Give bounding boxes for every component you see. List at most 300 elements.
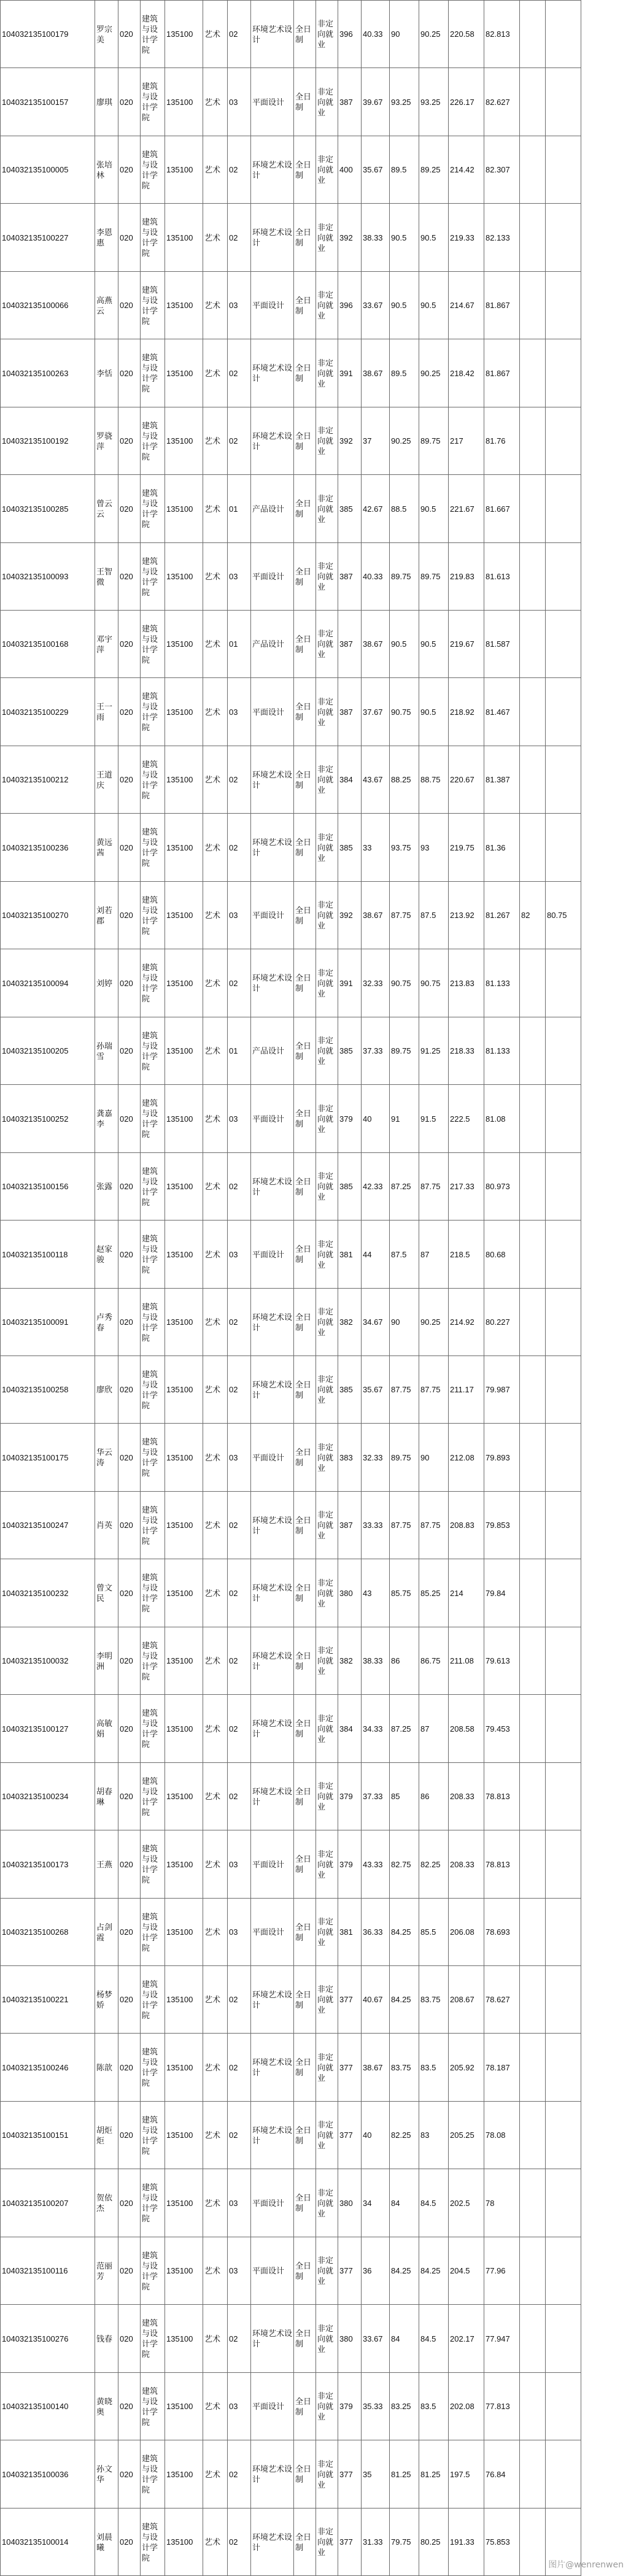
candidate-id-cell: 104032135100212 xyxy=(1,746,95,814)
direction-code-cell: 03 xyxy=(228,2169,251,2237)
study-mode-cell: 全日制 xyxy=(294,204,316,272)
candidate-name-cell: 肖英 xyxy=(95,1492,118,1559)
extra-score-b-cell xyxy=(546,543,581,611)
major-name-cell: 艺术 xyxy=(203,882,228,949)
score-c-cell: 85.25 xyxy=(419,1559,449,1627)
score-a-cell: 34.67 xyxy=(362,1289,390,1356)
major-name-cell: 艺术 xyxy=(203,1492,228,1559)
extra-score-b-cell xyxy=(546,949,581,1017)
major-code-cell: 135100 xyxy=(165,2373,203,2440)
candidate-name-cell: 刘婷 xyxy=(95,949,118,1017)
score-b-cell: 87.75 xyxy=(390,882,419,949)
study-mode-cell: 全日制 xyxy=(294,746,316,814)
retest-total-cell: 211.08 xyxy=(449,1627,484,1695)
direction-code-cell: 02 xyxy=(228,1763,251,1830)
study-mode-cell: 全日制 xyxy=(294,475,316,543)
candidate-name-cell: 曾文民 xyxy=(95,1559,118,1627)
employment-type-cell: 非定向就业 xyxy=(316,1424,338,1492)
major-name-cell: 艺术 xyxy=(203,2440,228,2509)
score-b-cell: 84 xyxy=(390,2169,419,2237)
extra-score-a-cell xyxy=(520,746,546,814)
study-mode-cell: 全日制 xyxy=(294,1221,316,1289)
employment-type-cell: 非定向就业 xyxy=(316,1627,338,1695)
final-score-cell: 81.467 xyxy=(484,678,520,746)
major-name-cell: 艺术 xyxy=(203,543,228,611)
candidate-name-cell: 胡春琳 xyxy=(95,1763,118,1830)
score-b-cell: 89.5 xyxy=(390,136,419,204)
table-row xyxy=(1,1763,581,1830)
direction-name-cell: 环境艺术设计 xyxy=(251,2509,294,2576)
final-score-cell: 77.947 xyxy=(484,2305,520,2373)
extra-score-b-cell xyxy=(546,1289,581,1356)
direction-code-cell: 02 xyxy=(228,136,251,204)
direction-code-cell: 02 xyxy=(228,339,251,407)
college-name-cell: 建筑与设计学院 xyxy=(141,1627,165,1695)
final-score-cell: 75.853 xyxy=(484,2509,520,2576)
score-a-cell: 37.33 xyxy=(362,1763,390,1830)
score-c-cell: 89.25 xyxy=(419,136,449,204)
college-name-cell: 建筑与设计学院 xyxy=(141,1,165,68)
major-code-cell: 135100 xyxy=(165,814,203,882)
score-c-cell: 90.5 xyxy=(419,475,449,543)
final-score-cell: 79.893 xyxy=(484,1424,520,1492)
final-score-cell: 80.227 xyxy=(484,1289,520,1356)
score-c-cell: 90.5 xyxy=(419,272,449,339)
study-mode-cell: 全日制 xyxy=(294,2509,316,2576)
college-name-cell: 建筑与设计学院 xyxy=(141,2169,165,2237)
score-c-cell: 86.75 xyxy=(419,1627,449,1695)
direction-name-cell: 环境艺术设计 xyxy=(251,204,294,272)
final-score-cell: 81.133 xyxy=(484,1017,520,1085)
candidate-id-cell: 104032135100252 xyxy=(1,1085,95,1153)
initial-score-cell: 379 xyxy=(338,1085,362,1153)
candidate-id-cell: 104032135100173 xyxy=(1,1830,95,1899)
extra-score-b-cell xyxy=(546,2305,581,2373)
candidate-id-cell: 104032135100236 xyxy=(1,814,95,882)
major-name-cell: 艺术 xyxy=(203,1153,228,1221)
college-name-cell: 建筑与设计学院 xyxy=(141,1966,165,2034)
direction-code-cell: 02 xyxy=(228,2509,251,2576)
initial-score-cell: 377 xyxy=(338,2440,362,2509)
extra-score-b-cell xyxy=(546,1153,581,1221)
initial-score-cell: 377 xyxy=(338,2509,362,2576)
employment-type-cell: 非定向就业 xyxy=(316,272,338,339)
major-name-cell: 艺术 xyxy=(203,136,228,204)
candidate-id-cell: 104032135100258 xyxy=(1,1356,95,1424)
college-name-cell: 建筑与设计学院 xyxy=(141,1289,165,1356)
score-c-cell: 87.5 xyxy=(419,882,449,949)
extra-score-b-cell xyxy=(546,814,581,882)
candidate-name-cell: 杨梦娇 xyxy=(95,1966,118,2034)
score-a-cell: 33.33 xyxy=(362,1492,390,1559)
initial-score-cell: 400 xyxy=(338,136,362,204)
college-code-cell: 020 xyxy=(118,136,141,204)
extra-score-a-cell xyxy=(520,2237,546,2305)
direction-name-cell: 产品设计 xyxy=(251,475,294,543)
score-a-cell: 31.33 xyxy=(362,2509,390,2576)
employment-type-cell: 非定向就业 xyxy=(316,2169,338,2237)
extra-score-a-cell xyxy=(520,2509,546,2576)
table-row xyxy=(1,2034,581,2102)
extra-score-b-cell xyxy=(546,1966,581,2034)
initial-score-cell: 385 xyxy=(338,475,362,543)
major-name-cell: 艺术 xyxy=(203,1017,228,1085)
major-name-cell: 艺术 xyxy=(203,814,228,882)
retest-total-cell: 212.08 xyxy=(449,1424,484,1492)
extra-score-a-cell xyxy=(520,339,546,407)
college-code-cell: 020 xyxy=(118,882,141,949)
candidate-name-cell: 高敏娟 xyxy=(95,1695,118,1763)
score-c-cell: 87.75 xyxy=(419,1153,449,1221)
initial-score-cell: 396 xyxy=(338,272,362,339)
study-mode-cell: 全日制 xyxy=(294,272,316,339)
final-score-cell: 78.813 xyxy=(484,1830,520,1899)
study-mode-cell: 全日制 xyxy=(294,1289,316,1356)
extra-score-b-cell xyxy=(546,2440,581,2509)
candidate-name-cell: 孙文华 xyxy=(95,2440,118,2509)
score-b-cell: 90 xyxy=(390,1289,419,1356)
major-code-cell: 135100 xyxy=(165,1424,203,1492)
retest-total-cell: 222.5 xyxy=(449,1085,484,1153)
score-b-cell: 85.75 xyxy=(390,1559,419,1627)
table-row xyxy=(1,1085,581,1153)
score-a-cell: 37 xyxy=(362,407,390,475)
final-score-cell: 80.68 xyxy=(484,1221,520,1289)
retest-total-cell: 208.33 xyxy=(449,1763,484,1830)
study-mode-cell: 全日制 xyxy=(294,136,316,204)
score-b-cell: 81.25 xyxy=(390,2440,419,2509)
retest-total-cell: 205.92 xyxy=(449,2034,484,2102)
initial-score-cell: 391 xyxy=(338,949,362,1017)
score-b-cell: 93.25 xyxy=(390,68,419,136)
employment-type-cell: 非定向就业 xyxy=(316,1966,338,2034)
score-c-cell: 83.5 xyxy=(419,2034,449,2102)
employment-type-cell: 非定向就业 xyxy=(316,1559,338,1627)
major-code-cell: 135100 xyxy=(165,2237,203,2305)
initial-score-cell: 379 xyxy=(338,1763,362,1830)
extra-score-b-cell xyxy=(546,1627,581,1695)
extra-score-a-cell xyxy=(520,1221,546,1289)
score-a-cell: 35.67 xyxy=(362,1356,390,1424)
major-name-cell: 艺术 xyxy=(203,1356,228,1424)
major-name-cell: 艺术 xyxy=(203,1424,228,1492)
candidate-name-cell: 张培林 xyxy=(95,136,118,204)
final-score-cell: 79.987 xyxy=(484,1356,520,1424)
extra-score-b-cell xyxy=(546,475,581,543)
extra-score-a-cell xyxy=(520,1085,546,1153)
direction-name-cell: 平面设计 xyxy=(251,882,294,949)
table-row xyxy=(1,136,581,204)
extra-score-a-cell xyxy=(520,1966,546,2034)
score-c-cell: 88.75 xyxy=(419,746,449,814)
college-code-cell: 020 xyxy=(118,475,141,543)
retest-total-cell: 202.08 xyxy=(449,2373,484,2440)
retest-total-cell: 208.33 xyxy=(449,1830,484,1899)
major-code-cell: 135100 xyxy=(165,68,203,136)
extra-score-b-cell xyxy=(546,1695,581,1763)
score-b-cell: 79.75 xyxy=(390,2509,419,2576)
retest-total-cell: 218.5 xyxy=(449,1221,484,1289)
candidate-name-cell: 李明洲 xyxy=(95,1627,118,1695)
table-row xyxy=(1,1153,581,1221)
major-name-cell: 艺术 xyxy=(203,2237,228,2305)
direction-code-cell: 02 xyxy=(228,746,251,814)
table-row xyxy=(1,1830,581,1899)
initial-score-cell: 387 xyxy=(338,678,362,746)
score-a-cell: 43.67 xyxy=(362,746,390,814)
major-code-cell: 135100 xyxy=(165,1289,203,1356)
college-code-cell: 020 xyxy=(118,2034,141,2102)
college-name-cell: 建筑与设计学院 xyxy=(141,136,165,204)
direction-name-cell: 平面设计 xyxy=(251,68,294,136)
initial-score-cell: 392 xyxy=(338,407,362,475)
retest-total-cell: 220.67 xyxy=(449,746,484,814)
retest-total-cell: 218.42 xyxy=(449,339,484,407)
candidate-name-cell: 孙瑞雪 xyxy=(95,1017,118,1085)
score-a-cell: 37.67 xyxy=(362,678,390,746)
score-a-cell: 40 xyxy=(362,1085,390,1153)
extra-score-a-cell xyxy=(520,1899,546,1966)
study-mode-cell: 全日制 xyxy=(294,1695,316,1763)
extra-score-a-cell xyxy=(520,272,546,339)
major-name-cell: 艺术 xyxy=(203,1,228,68)
initial-score-cell: 380 xyxy=(338,2169,362,2237)
candidate-id-cell: 104032135100093 xyxy=(1,543,95,611)
direction-code-cell: 03 xyxy=(228,882,251,949)
retest-total-cell: 218.92 xyxy=(449,678,484,746)
initial-score-cell: 382 xyxy=(338,1627,362,1695)
employment-type-cell: 非定向就业 xyxy=(316,678,338,746)
score-c-cell: 87 xyxy=(419,1695,449,1763)
final-score-cell: 81.08 xyxy=(484,1085,520,1153)
candidate-name-cell: 钱春 xyxy=(95,2305,118,2373)
major-code-cell: 135100 xyxy=(165,1899,203,1966)
extra-score-a-cell xyxy=(520,136,546,204)
score-c-cell: 87.75 xyxy=(419,1492,449,1559)
candidate-id-cell: 104032135100168 xyxy=(1,611,95,678)
major-name-cell: 艺术 xyxy=(203,1221,228,1289)
extra-score-a-cell xyxy=(520,1,546,68)
college-name-cell: 建筑与设计学院 xyxy=(141,407,165,475)
table-row xyxy=(1,1627,581,1695)
candidate-name-cell: 廖琪 xyxy=(95,68,118,136)
extra-score-a-cell xyxy=(520,1763,546,1830)
final-score-cell: 81.387 xyxy=(484,746,520,814)
candidate-id-cell: 104032135100014 xyxy=(1,2509,95,2576)
college-code-cell: 020 xyxy=(118,2373,141,2440)
score-a-cell: 35.67 xyxy=(362,136,390,204)
initial-score-cell: 387 xyxy=(338,68,362,136)
study-mode-cell: 全日制 xyxy=(294,1492,316,1559)
direction-code-cell: 03 xyxy=(228,272,251,339)
table-row xyxy=(1,2169,581,2237)
score-a-cell: 43 xyxy=(362,1559,390,1627)
extra-score-a-cell xyxy=(520,949,546,1017)
score-c-cell: 91.5 xyxy=(419,1085,449,1153)
extra-score-a-cell xyxy=(520,407,546,475)
major-code-cell: 135100 xyxy=(165,204,203,272)
score-b-cell: 85 xyxy=(390,1763,419,1830)
college-name-cell: 建筑与设计学院 xyxy=(141,543,165,611)
major-code-cell: 135100 xyxy=(165,611,203,678)
extra-score-a-cell xyxy=(520,814,546,882)
candidate-name-cell: 张露 xyxy=(95,1153,118,1221)
initial-score-cell: 391 xyxy=(338,339,362,407)
college-name-cell: 建筑与设计学院 xyxy=(141,2102,165,2169)
college-code-cell: 020 xyxy=(118,1356,141,1424)
score-c-cell: 82.25 xyxy=(419,1830,449,1899)
college-name-cell: 建筑与设计学院 xyxy=(141,272,165,339)
initial-score-cell: 385 xyxy=(338,1017,362,1085)
major-code-cell: 135100 xyxy=(165,1153,203,1221)
score-c-cell: 91.25 xyxy=(419,1017,449,1085)
direction-name-cell: 平面设计 xyxy=(251,1221,294,1289)
extra-score-a-cell xyxy=(520,2034,546,2102)
candidate-name-cell: 卢秀春 xyxy=(95,1289,118,1356)
final-score-cell: 81.667 xyxy=(484,475,520,543)
candidate-id-cell: 104032135100066 xyxy=(1,272,95,339)
college-code-cell: 020 xyxy=(118,678,141,746)
direction-name-cell: 环境艺术设计 xyxy=(251,1627,294,1695)
table-row xyxy=(1,2440,581,2509)
major-code-cell: 135100 xyxy=(165,882,203,949)
college-name-cell: 建筑与设计学院 xyxy=(141,1356,165,1424)
table-row xyxy=(1,1695,581,1763)
final-score-cell: 81.867 xyxy=(484,272,520,339)
candidate-id-cell: 104032135100285 xyxy=(1,475,95,543)
candidate-name-cell: 胡炬炬 xyxy=(95,2102,118,2169)
final-score-cell: 81.36 xyxy=(484,814,520,882)
candidate-id-cell: 104032135100179 xyxy=(1,1,95,68)
candidate-id-cell: 104032135100221 xyxy=(1,1966,95,2034)
score-a-cell: 32.33 xyxy=(362,1424,390,1492)
employment-type-cell: 非定向就业 xyxy=(316,949,338,1017)
direction-code-cell: 01 xyxy=(228,475,251,543)
college-name-cell: 建筑与设计学院 xyxy=(141,475,165,543)
score-a-cell: 35 xyxy=(362,2440,390,2509)
major-name-cell: 艺术 xyxy=(203,2305,228,2373)
direction-code-cell: 03 xyxy=(228,1085,251,1153)
direction-code-cell: 02 xyxy=(228,1966,251,2034)
direction-name-cell: 环境艺术设计 xyxy=(251,2305,294,2373)
employment-type-cell: 非定向就业 xyxy=(316,1356,338,1424)
initial-score-cell: 392 xyxy=(338,204,362,272)
extra-score-a-cell xyxy=(520,2169,546,2237)
extra-score-a-cell xyxy=(520,1153,546,1221)
score-a-cell: 40.67 xyxy=(362,1966,390,2034)
major-code-cell: 135100 xyxy=(165,339,203,407)
initial-score-cell: 385 xyxy=(338,1356,362,1424)
score-a-cell: 32.33 xyxy=(362,949,390,1017)
study-mode-cell: 全日制 xyxy=(294,2169,316,2237)
major-name-cell: 艺术 xyxy=(203,1627,228,1695)
table-row xyxy=(1,611,581,678)
score-a-cell: 38.33 xyxy=(362,204,390,272)
employment-type-cell: 非定向就业 xyxy=(316,746,338,814)
major-code-cell: 135100 xyxy=(165,475,203,543)
extra-score-b-cell xyxy=(546,339,581,407)
employment-type-cell: 非定向就业 xyxy=(316,407,338,475)
major-name-cell: 艺术 xyxy=(203,1966,228,2034)
score-b-cell: 82.75 xyxy=(390,1830,419,1899)
major-name-cell: 艺术 xyxy=(203,407,228,475)
employment-type-cell: 非定向就业 xyxy=(316,882,338,949)
extra-score-b-cell xyxy=(546,1559,581,1627)
initial-score-cell: 387 xyxy=(338,1492,362,1559)
employment-type-cell: 非定向就业 xyxy=(316,543,338,611)
direction-name-cell: 平面设计 xyxy=(251,2169,294,2237)
extra-score-b-cell xyxy=(546,1085,581,1153)
major-name-cell: 艺术 xyxy=(203,204,228,272)
study-mode-cell: 全日制 xyxy=(294,1153,316,1221)
major-code-cell: 135100 xyxy=(165,1966,203,2034)
college-code-cell: 020 xyxy=(118,949,141,1017)
extra-score-a-cell xyxy=(520,611,546,678)
candidate-name-cell: 刘若郡 xyxy=(95,882,118,949)
score-b-cell: 89.75 xyxy=(390,1424,419,1492)
final-score-cell: 78.813 xyxy=(484,1763,520,1830)
score-a-cell: 44 xyxy=(362,1221,390,1289)
initial-score-cell: 379 xyxy=(338,2373,362,2440)
table-row xyxy=(1,814,581,882)
candidate-id-cell: 104032135100127 xyxy=(1,1695,95,1763)
retest-total-cell: 219.33 xyxy=(449,204,484,272)
college-code-cell: 020 xyxy=(118,746,141,814)
study-mode-cell: 全日制 xyxy=(294,1966,316,2034)
employment-type-cell: 非定向就业 xyxy=(316,1695,338,1763)
college-name-cell: 建筑与设计学院 xyxy=(141,1017,165,1085)
retest-total-cell: 211.17 xyxy=(449,1356,484,1424)
college-code-cell: 020 xyxy=(118,1966,141,2034)
direction-name-cell: 环境艺术设计 xyxy=(251,136,294,204)
major-name-cell: 艺术 xyxy=(203,2102,228,2169)
extra-score-a-cell xyxy=(520,68,546,136)
candidate-id-cell: 104032135100156 xyxy=(1,1153,95,1221)
table-row xyxy=(1,1424,581,1492)
college-code-cell: 020 xyxy=(118,2440,141,2509)
extra-score-a-cell xyxy=(520,1492,546,1559)
employment-type-cell: 非定向就业 xyxy=(316,1085,338,1153)
score-b-cell: 90.5 xyxy=(390,611,419,678)
score-c-cell: 90.25 xyxy=(419,339,449,407)
table-row xyxy=(1,407,581,475)
extra-score-a-cell xyxy=(520,678,546,746)
extra-score-b-cell xyxy=(546,68,581,136)
score-b-cell: 90.5 xyxy=(390,204,419,272)
college-name-cell: 建筑与设计学院 xyxy=(141,2237,165,2305)
initial-score-cell: 382 xyxy=(338,1289,362,1356)
score-a-cell: 33.67 xyxy=(362,2305,390,2373)
score-b-cell: 90.75 xyxy=(390,949,419,1017)
college-name-cell: 建筑与设计学院 xyxy=(141,611,165,678)
college-name-cell: 建筑与设计学院 xyxy=(141,1424,165,1492)
direction-name-cell: 平面设计 xyxy=(251,272,294,339)
direction-name-cell: 平面设计 xyxy=(251,1899,294,1966)
extra-score-a-cell xyxy=(520,2373,546,2440)
college-name-cell: 建筑与设计学院 xyxy=(141,949,165,1017)
college-code-cell: 020 xyxy=(118,1085,141,1153)
candidate-name-cell: 范丽芳 xyxy=(95,2237,118,2305)
candidate-id-cell: 104032135100205 xyxy=(1,1017,95,1085)
extra-score-b-cell xyxy=(546,2373,581,2440)
retest-total-cell: 214.42 xyxy=(449,136,484,204)
direction-name-cell: 环境艺术设计 xyxy=(251,1153,294,1221)
direction-name-cell: 平面设计 xyxy=(251,1424,294,1492)
initial-score-cell: 379 xyxy=(338,1830,362,1899)
extra-score-b-cell xyxy=(546,1356,581,1424)
extra-score-a-cell xyxy=(520,2102,546,2169)
initial-score-cell: 377 xyxy=(338,1966,362,2034)
